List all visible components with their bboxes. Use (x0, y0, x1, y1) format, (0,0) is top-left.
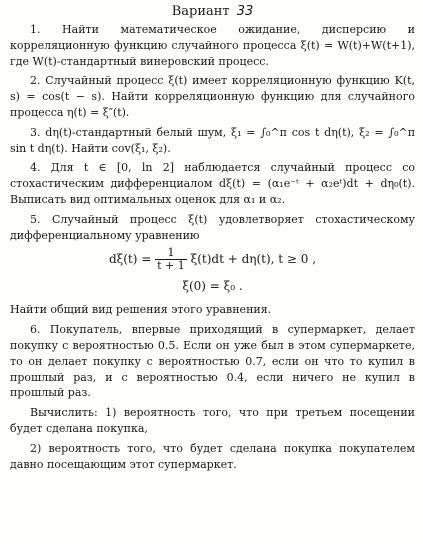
equation-lhs: dξ(t) = (108, 252, 152, 267)
equation-fraction (155, 247, 187, 272)
problem-5: 5. Случайный процесс ξ(t) удовлетворяет стохастическому дифференциальному уравнению (10, 212, 415, 242)
initial-condition: ξ(0) = ξ₀ . (182, 279, 243, 294)
problem-4: 4. Для t ∈ [0, ln 2] наблюдается случайный процесс со стохастическим дифференциалом dξ(t) = (α₁e⁻ᵗ + α₂eᵗ)dt + dη₀(t). Выписать вид оптимальных оценок для α₁ и α₂. (10, 161, 415, 206)
problem-2: 2. Случайный процесс ξ(t) имеет корреляционную функцию K(t, s) = cos(t − s). Найти корреляционную функцию для случайного процесса η(t) = ξ″(t). (10, 74, 415, 119)
variant-number: 33 (236, 4, 254, 19)
problem-6-question-1: Вычислить: 1) вероятность того, что при третьем посещении будет сделана покупка, (10, 406, 415, 435)
problem-6-question-2: 2) вероятность того, что будет сделана покупка покупателем давно посещающим этот супермаркет. (10, 441, 415, 471)
fraction-denominator: t + 1 (157, 259, 185, 273)
variant-label: Вариант (171, 4, 230, 19)
equation-rhs: ξ(t)dt + dη(t), t ≥ 0 , (190, 252, 317, 267)
problem-3: 3. dη(t)-стандартный белый шум, ξ₁ = ∫₀^π cos t dη(t), ξ₂ = ∫₀^π sin t dη(t). Найти cov(ξ₁, ξ₂). (10, 125, 415, 155)
problem-1: 1. Найти математическое ожидание, дисперсию и корреляционную функцию случайного процесса ξ(t) = W(t)+W(t+1), где W(t)-стандартный винеровский процесс. (10, 23, 415, 68)
fraction-numerator: 1 (155, 247, 187, 260)
sde-equation (10, 247, 415, 272)
problem-6: 6. Покупатель, впервые приходящий в супермаркет, делает покупку с вероятностью 0.5. Если он уже был в этом супермаркете, то он делает покупку с вероятностью 0.7, если он что то купил в прошлый раз, и с вероятностью 0.4, если ничего не купил в прошлый раз. (10, 323, 415, 400)
variant-header (10, 4, 415, 20)
problem-5-tail: Найти общий вид решения этого уравнения. (10, 303, 272, 317)
